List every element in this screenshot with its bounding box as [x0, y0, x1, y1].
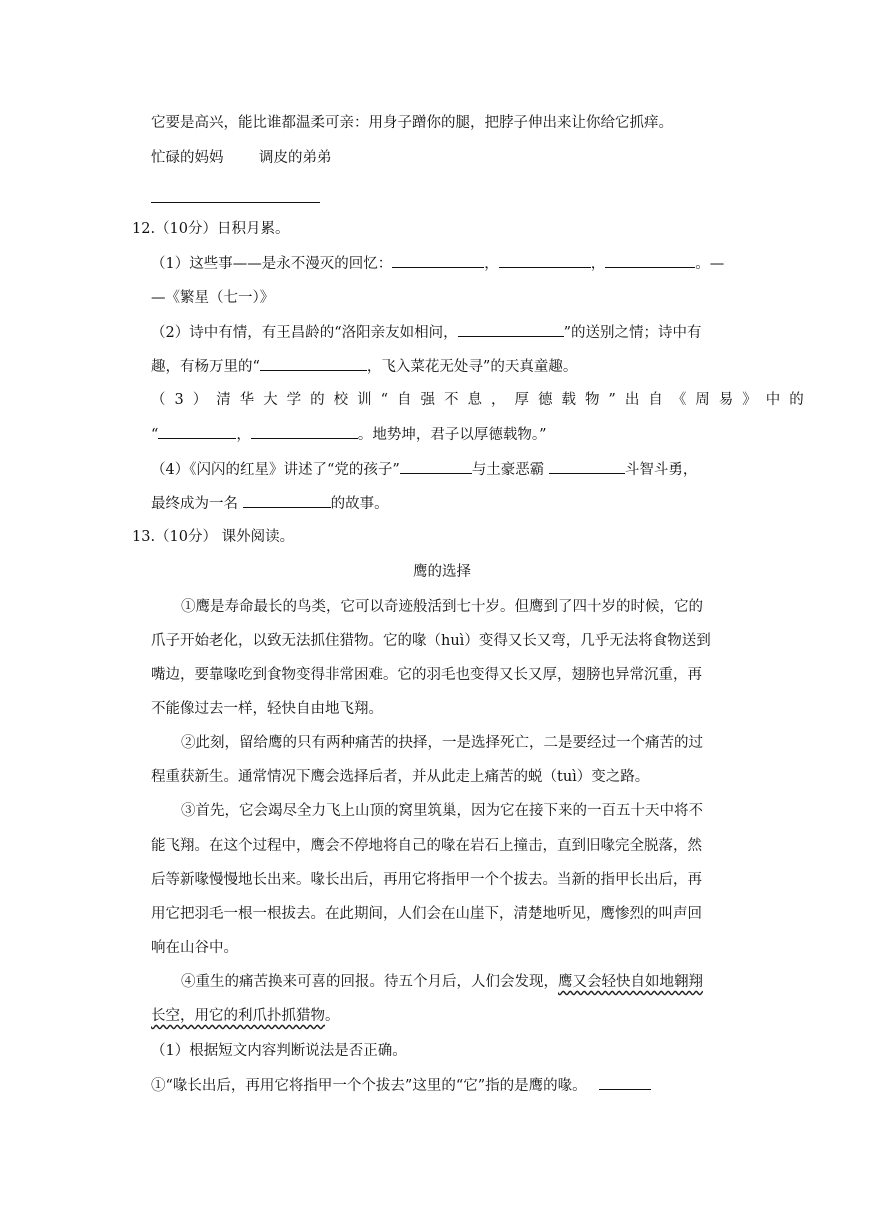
q12-part3-text-d: 。地势坤，君子以厚德载物。” — [357, 427, 547, 443]
underlined-sentence: 鹰又会轻快自如地翱翔 — [558, 974, 703, 990]
paragraph-line: ②此刻，留给鹰的只有两种痛苦的抉择，一是选择死亡，二是要经过一个痛苦的过 — [181, 735, 703, 751]
q12-part1-end: 。— — [695, 256, 725, 272]
paragraph-line: 响在山谷中。 — [151, 940, 238, 956]
comma: ， — [484, 256, 499, 272]
paragraph-line: ③首先，它会竭尽全力飞上山顶的窝里筑巢，因为它在接下来的一百五十天中将不 — [181, 803, 703, 819]
paragraph-line: 能飞翔。在这个过程中，鹰会不停地将自己的喙在岩石上撞击，直到旧喙完全脱落，然 — [151, 838, 702, 854]
q12-part4-text-b: 与土豪恶霸 — [471, 462, 545, 478]
q12-part4 — [151, 459, 697, 480]
paragraph-line: 不能像过去一样，轻快自由地飞翔。 — [151, 701, 383, 717]
paragraph-line: 爪子开始老化，以致无法抓住猎物。它的喙（huì）变得又长又弯，几乎无法将食物送到 — [151, 633, 711, 649]
q12-part3: （3）清华大学的校训“自强不息，厚德载物”出自《周易》中的 — [151, 392, 813, 408]
fill-blank[interactable] — [499, 253, 591, 268]
q12-part4-text-e: 的故事。 — [330, 496, 389, 512]
paragraph-line: 嘴边，要靠喙吃到食物变得非常困难。它的羽毛也变得又长又厚，翅膀也异常沉重，再 — [151, 667, 702, 683]
answer-blank[interactable] — [599, 1075, 651, 1090]
q12-part2-text-c: 趣，有杨万里的“ — [151, 359, 260, 375]
q13-item1 — [151, 1075, 651, 1096]
paragraph-line: ①鹰是寿命最长的鸟类，它可以奇迹般活到七十岁。但鹰到了四十岁的时候，它的 — [181, 599, 703, 615]
q12-part3-open-quote: “ — [151, 427, 159, 443]
passage-line: 它要是高兴，能比谁都温柔可亲：用身子蹭你的腿，把脖子伸出来让你给它抓痒。 — [151, 115, 673, 131]
q12-part4-cont — [151, 493, 389, 514]
q12-header: 12.（10分）日积月累。 — [132, 221, 290, 237]
q12-part3-cont — [151, 424, 547, 445]
paragraph-line — [151, 1006, 340, 1026]
q12-part2-text-a: （2）诗中有情，有王昌龄的“洛阳亲友如相问， — [151, 325, 458, 341]
paragraph-line: 用它把羽毛一根一根拔去。在此期间，人们会在山崖下，清楚地听见，鹰惨烈的叫声回 — [151, 906, 702, 922]
para4-text: ④重生的痛苦换来可喜的回报。待五个月后，人们会发现， — [181, 974, 558, 990]
q12-part2-text-b: ”的送别之情；诗中有 — [563, 325, 702, 341]
option-naughty-brother: 调皮的弟弟 — [259, 150, 332, 166]
option-busy-mom: 忙碌的妈妈 — [151, 150, 224, 166]
fill-blank[interactable] — [260, 356, 367, 371]
answer-line[interactable] — [151, 202, 320, 203]
q12-part4-text-d: 最终成为一名 — [151, 496, 238, 512]
fill-blank[interactable] — [400, 459, 472, 474]
q12-part1-source: —《繁星（七一）》 — [151, 290, 275, 306]
q12-part1-text: （1）这些事——是永不漫灭的回忆： — [151, 256, 393, 272]
comma: ， — [590, 256, 606, 272]
paragraph-line — [181, 972, 703, 992]
fill-blank[interactable] — [158, 424, 236, 439]
q12-part2-cont — [151, 356, 577, 377]
fill-blank[interactable] — [243, 493, 331, 508]
fill-blank[interactable] — [392, 253, 484, 268]
q12-part4-text-a: （4）《闪闪的红星》讲述了“党的孩子” — [151, 462, 400, 478]
fill-blank[interactable] — [251, 424, 358, 439]
q13-sub1: （1）根据短文内容判断说法是否正确。 — [151, 1043, 407, 1059]
q12-part2 — [151, 322, 702, 343]
q12-part2-text-d: ，飞入菜花无处寻”的天真童趣。 — [366, 359, 578, 375]
fill-blank[interactable] — [605, 253, 695, 268]
para4-end: 。 — [325, 1008, 340, 1024]
q12-part4-text-c: 斗智斗勇， — [624, 462, 698, 478]
q13-item1-text: ①“喙长出后，再用它将指甲一个个拔去”这里的“它”指的是鹰的喙。 — [151, 1078, 587, 1094]
q12-part1 — [151, 253, 724, 274]
fill-blank[interactable] — [549, 459, 625, 474]
comma: ， — [236, 427, 251, 443]
paragraph-line: 后等新喙慢慢地长出来。喙长出后，再用它将指甲一个个拔去。当新的指甲长出后，再 — [151, 872, 702, 888]
underlined-sentence: 长空，用它的利爪扑抓猎物 — [151, 1008, 325, 1024]
q13-header: 13.（10分） 课外阅读。 — [132, 529, 295, 545]
paragraph-line: 程重获新生。通常情况下鹰会选择后者，并从此走上痛苦的蜕（tuì）变之路。 — [151, 769, 650, 785]
fill-blank[interactable] — [458, 322, 564, 337]
passage-title: 鹰的选择 — [413, 564, 471, 580]
